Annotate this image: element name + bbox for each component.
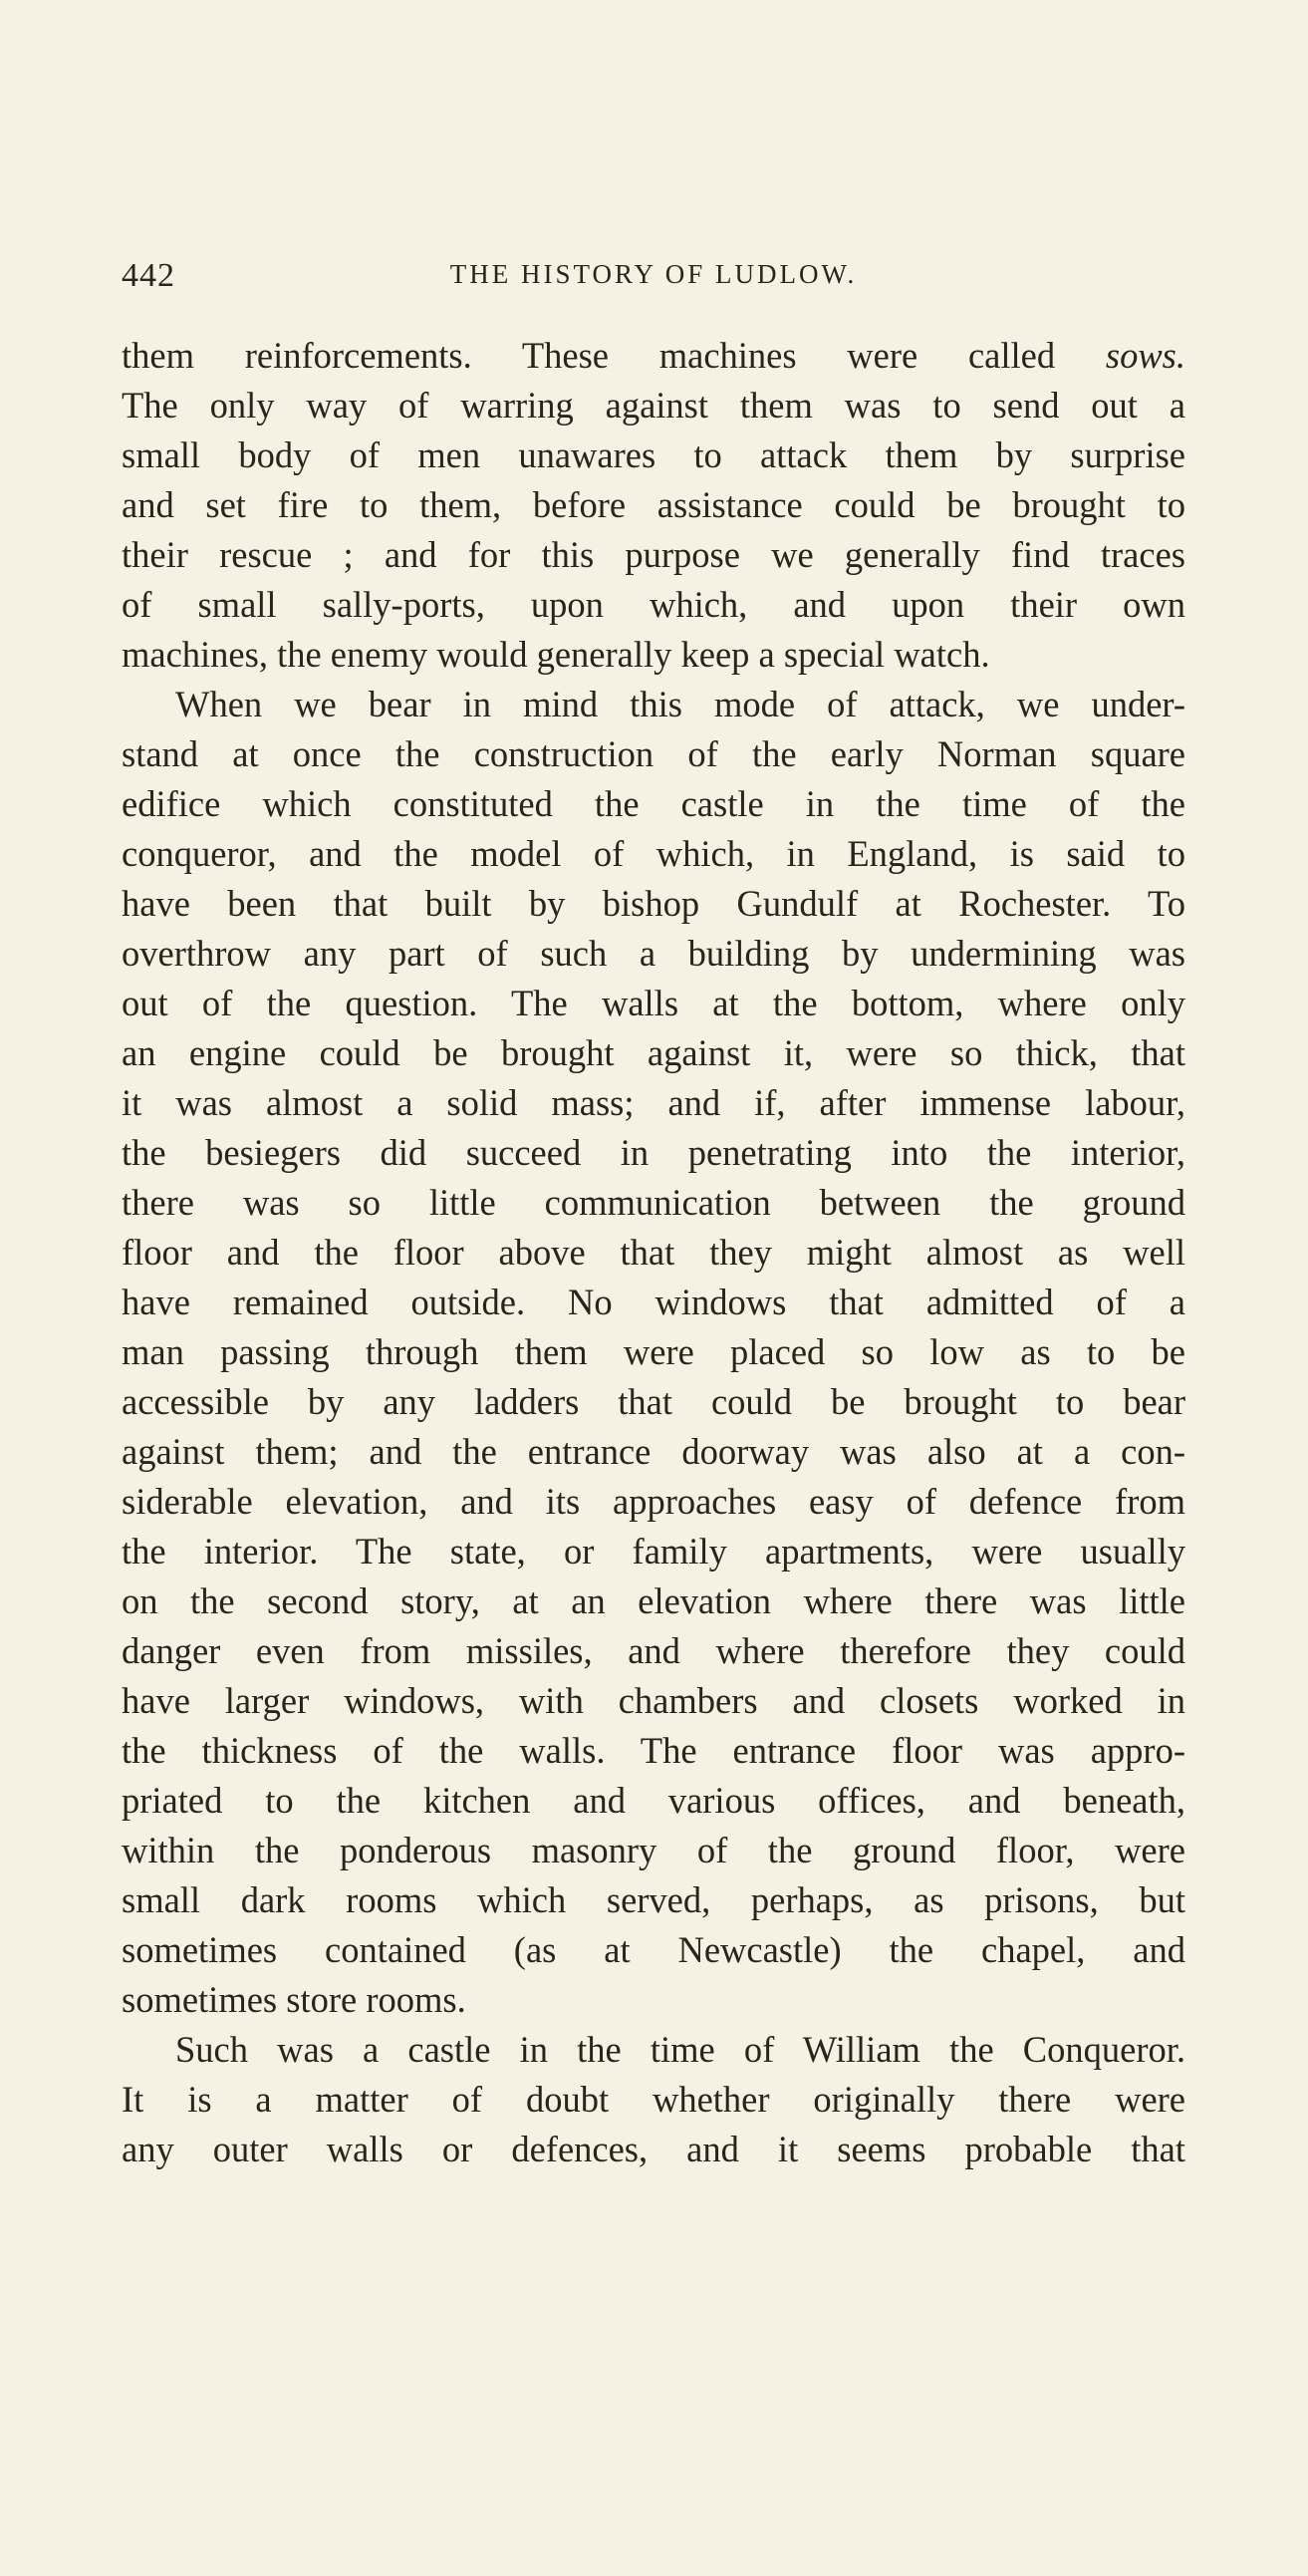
text-line-5: their rescue ; and for this purpose we generally find traces [122, 534, 1185, 575]
text-line-28: have larger windows, with chambers and closets worked in [122, 1680, 1185, 1721]
text-line-26: on the second story, at an elevation where there was little [122, 1580, 1185, 1621]
text-line-32: small dark rooms which served, perhaps, as prisons, but [122, 1879, 1185, 1920]
page-number: 442 [122, 257, 175, 294]
text-line-20: have remained outside. No windows that admitted of a [122, 1282, 1185, 1322]
text-line-29: the thickness of the walls. The entrance floor was appro- [122, 1730, 1185, 1771]
text-line-27: danger even from missiles, and where therefore they could [122, 1630, 1185, 1671]
text-line-37: any outer walls or defences, and it seems probable that [122, 2129, 1185, 2169]
text-line-24: siderable elevation, and its approaches easy of defence from [122, 1481, 1185, 1522]
text-line-30: priated to the kitchen and various offices, and beneath, [122, 1780, 1185, 1821]
text-line-4: and set fire to them, before assistance could be brought to [122, 484, 1185, 525]
text-line-12: have been that built by bishop Gundulf at Rochester. To [122, 883, 1185, 924]
text-line-34: sometimes store rooms. [122, 1979, 466, 2020]
text-line-35: Such was a castle in the time of William the Conqueror. [175, 2029, 1185, 2070]
text-line-14: out of the question. The walls at the bottom, where only [122, 983, 1185, 1023]
text-line-9: stand at once the construction of the early Norman square [122, 733, 1185, 774]
text-line-36: It is a matter of doubt whether originally there were [122, 2079, 1185, 2120]
text-line-25: the interior. The state, or family apartments, were usually [122, 1531, 1185, 1572]
italic-word-sows: sows. [1105, 335, 1185, 376]
text-line-6: of small sally-ports, upon which, and upon their own [122, 584, 1185, 625]
text-line-13: overthrow any part of such a building by undermining was [122, 933, 1185, 974]
running-title: THE HISTORY OF LUDLOW. [449, 259, 858, 289]
text-line-17: the besiegers did succeed in penetrating into the interior, [122, 1132, 1185, 1173]
text-line-16: it was almost a solid mass; and if, after immense labour, [122, 1082, 1185, 1123]
text-line-10: edifice which constituted the castle in the time of the [122, 783, 1185, 824]
text-line-19: floor and the floor above that they might almost as well [122, 1232, 1185, 1273]
text-line-15: an engine could be brought against it, were so thick, that [122, 1032, 1185, 1073]
text-line-1: them reinforcements. These machines were called sows. [122, 335, 1185, 376]
text-line-2: The only way of warring against them was to send out a [122, 385, 1185, 426]
text-line-22: accessible by any ladders that could be brought to bear [122, 1381, 1185, 1422]
body-text [122, 331, 1185, 2174]
text-line-3: small body of men unawares to attack them by surprise [122, 434, 1185, 475]
text-line-18: there was so little communication between the ground [122, 1182, 1185, 1223]
text-line-23: against them; and the entrance doorway was also at a con- [122, 1431, 1185, 1472]
text-line-21: man passing through them were placed so low as to be [122, 1331, 1185, 1372]
text-line-31: within the ponderous masonry of the ground floor, were [122, 1830, 1185, 1870]
text-line-33: sometimes contained (as at Newcastle) the chapel, and [122, 1929, 1185, 1970]
text-line-8: When we bear in mind this mode of attack, we under- [175, 684, 1185, 724]
text-line-7: machines, the enemy would generally keep a special watch. [122, 634, 990, 675]
text-line-11: conqueror, and the model of which, in England, is said to [122, 833, 1185, 874]
running-head [122, 257, 1185, 307]
